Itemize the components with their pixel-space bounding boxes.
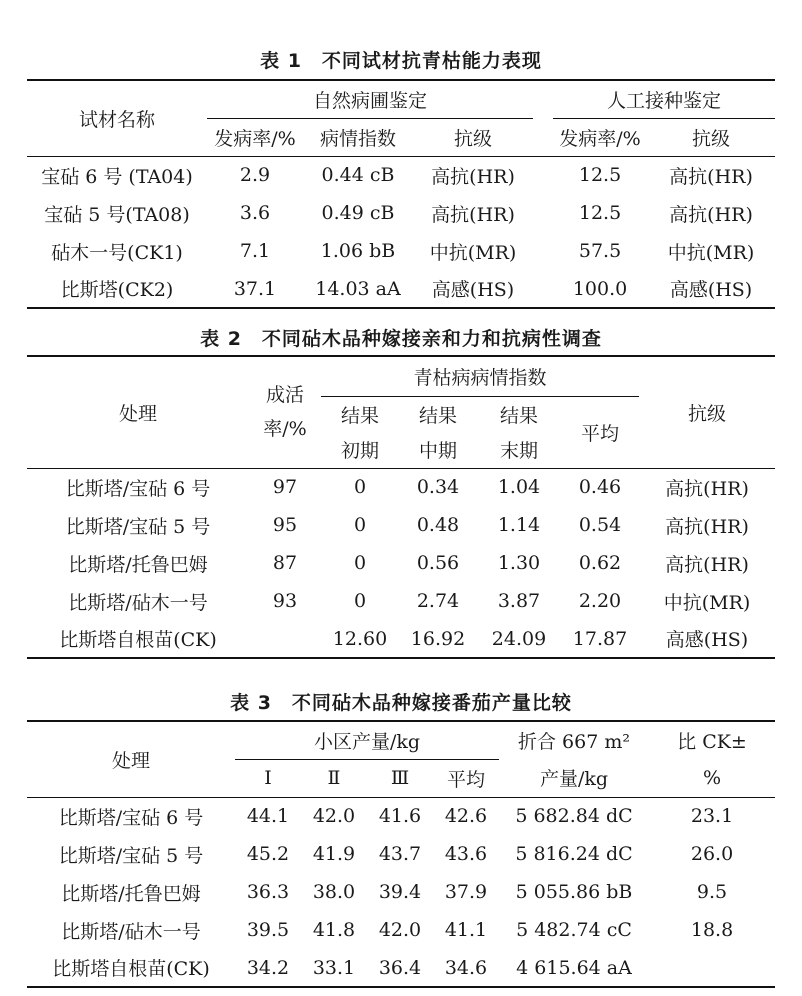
t1-cell-index: 0.44 cB (303, 156, 413, 194)
t1-header-level2: 抗级 (692, 127, 731, 150)
t3-cell-treat: 比斯塔/宝砧 6 号 (27, 797, 235, 835)
t2-header-treat: 处理 (27, 356, 249, 468)
t2-cell-survival: 93 (272, 590, 298, 612)
t3-header-ck-2: % (702, 766, 722, 789)
t1-header-artificial: 人工接种鉴定 (553, 80, 775, 118)
table-row (27, 544, 775, 582)
t2-cell-mid: 0.56 (416, 552, 460, 574)
t1-header-rate: 发病率/% (214, 127, 296, 150)
table-row (27, 873, 775, 911)
table2 (27, 355, 775, 659)
table1 (27, 79, 775, 309)
t2-cell-avg: 17.87 (561, 620, 639, 658)
t3-cell-ck: 18.8 (690, 919, 734, 941)
t1-header-natural: 自然病圃鉴定 (207, 80, 533, 118)
t2-header-level: 抗级 (639, 356, 775, 468)
t1-cell-level2: 中抗(MR) (667, 241, 755, 264)
t3-cell-avg: 42.6 (433, 797, 499, 835)
table-row (27, 835, 775, 873)
t2-cell-early: 12.60 (321, 620, 399, 658)
t1-cell-index: 14.03 aA (303, 270, 413, 308)
t2-cell-late: 3.87 (497, 590, 541, 612)
t3-cell-ck: 9.5 (696, 881, 728, 903)
t3-cell-iii: 43.7 (378, 843, 422, 865)
t2-cell-early: 0 (321, 468, 399, 506)
table-row (27, 797, 775, 835)
t3-cell-i: 34.2 (235, 949, 301, 987)
t3-cell-iii: 39.4 (378, 881, 422, 903)
t2-header-survival-line2: 率/% (263, 418, 307, 441)
t3-header-yield-1: 折合 667 m² (499, 721, 649, 759)
t2-cell-treat: 比斯塔/托鲁巴姆 (68, 553, 208, 576)
t3-cell-i: 45.2 (246, 843, 290, 865)
table2-caption: 表 2 不同砧木品种嫁接亲和力和抗病性调查 (200, 328, 602, 350)
t3-header-avg: 平均 (447, 768, 486, 791)
table1-caption: 表 1 不同试材抗青枯能力表现 (260, 50, 542, 72)
t3-cell-i: 44.1 (235, 797, 301, 835)
t2-cell-survival: 95 (272, 514, 298, 536)
t1-cell-level2: 高感(HS) (647, 270, 775, 308)
t2-header-early-1: 结果 (340, 404, 379, 427)
t2-cell-treat: 比斯塔/宝砧 6 号 (27, 468, 249, 506)
t2-cell-avg: 2.20 (578, 590, 622, 612)
t3-header-iii: Ⅲ (390, 767, 410, 789)
t2-cell-avg: 0.54 (578, 514, 622, 536)
t1-cell-rate: 37.1 (207, 270, 303, 308)
t2-header-survival (249, 356, 321, 468)
t3-cell-iii: 36.4 (367, 949, 433, 987)
t3-cell-ii: 38.0 (312, 881, 356, 903)
t3-cell-iii: 41.6 (367, 797, 433, 835)
t3-cell-ii: 41.9 (312, 843, 356, 865)
t1-cell-index: 1.06 bB (320, 240, 396, 262)
t3-cell-ck (649, 949, 775, 987)
t2-cell-late: 1.14 (497, 514, 541, 536)
t3-cell-ck: 26.0 (690, 843, 734, 865)
table-row (27, 270, 775, 308)
t1-header-index: 病情指数 (319, 127, 396, 150)
table-row (27, 156, 775, 194)
t2-cell-mid: 0.48 (416, 514, 460, 536)
t2-header-group: 青枯病病情指数 (321, 356, 639, 396)
t1-cell-level: 高抗(HR) (431, 203, 515, 226)
t2-header-mid-1: 结果 (418, 404, 457, 427)
t2-cell-mid: 0.34 (399, 468, 477, 506)
t2-cell-avg: 0.46 (561, 468, 639, 506)
t3-header-group: 小区产量/kg (235, 721, 499, 759)
t3-cell-avg: 43.6 (444, 843, 488, 865)
t2-header-avg: 平均 (581, 422, 620, 445)
table-row (27, 468, 775, 506)
t2-header-mid-2: 中期 (418, 440, 457, 463)
t1-cell-level: 高感(HS) (413, 270, 533, 308)
t3-cell-avg: 37.9 (444, 881, 488, 903)
t3-cell-ii: 33.1 (301, 949, 367, 987)
t2-cell-level: 高感(HS) (639, 620, 775, 658)
t1-cell-name: 比斯塔(CK2) (27, 270, 207, 308)
t3-cell-iii: 42.0 (378, 919, 422, 941)
t1-cell-name: 砧木一号(CK1) (51, 241, 183, 264)
t3-header-i: Ⅰ (264, 767, 272, 789)
t1-header-rate2: 发病率/% (559, 127, 641, 150)
table3 (27, 720, 775, 988)
t1-cell-rate: 2.9 (207, 156, 303, 194)
t1-cell-rate2: 57.5 (578, 240, 622, 262)
table3-caption: 表 3 不同砧木品种嫁接番茄产量比较 (230, 692, 572, 714)
t2-cell-late: 24.09 (477, 620, 561, 658)
t2-cell-mid: 16.92 (399, 620, 477, 658)
t3-header-treat: 处理 (27, 721, 235, 797)
t2-cell-early: 0 (353, 590, 367, 612)
table-row (27, 949, 775, 987)
table-row (27, 506, 775, 544)
t2-header-survival-line1: 成活 (265, 384, 304, 407)
t2-cell-survival: 97 (249, 468, 321, 506)
t1-cell-level2: 高抗(HR) (647, 156, 775, 194)
t1-cell-rate2: 12.5 (553, 156, 647, 194)
t3-cell-yield: 5 816.24 dC (515, 843, 633, 865)
table-row (27, 232, 775, 270)
t2-cell-level: 高抗(HR) (665, 553, 749, 576)
t3-header-ii: Ⅱ (327, 767, 341, 789)
table-row (27, 620, 775, 658)
t3-cell-yield: 5 055.86 bB (515, 881, 633, 903)
t1-cell-rate2: 12.5 (578, 202, 622, 224)
t1-header-name: 试材名称 (27, 80, 207, 156)
t2-cell-level: 中抗(MR) (663, 591, 751, 614)
t1-cell-rate: 3.6 (239, 202, 271, 224)
t3-cell-treat: 比斯塔/宝砧 5 号 (58, 844, 204, 867)
t3-header-ck-1: 比 CK± (649, 721, 775, 759)
t1-cell-level: 中抗(MR) (429, 241, 517, 264)
t2-cell-early: 0 (353, 514, 367, 536)
t1-header-level: 抗级 (454, 127, 493, 150)
t1-cell-level: 高抗(HR) (413, 156, 533, 194)
t1-cell-name: 宝砧 6 号 (TA04) (27, 156, 207, 194)
t2-cell-level: 高抗(HR) (665, 515, 749, 538)
t2-header-late-2: 末期 (499, 440, 538, 463)
t2-cell-mid: 2.74 (416, 590, 460, 612)
t3-cell-yield: 5 482.74 cC (516, 919, 632, 941)
t3-cell-yield: 5 682.84 dC (499, 797, 649, 835)
t3-cell-treat: 比斯塔/砧木一号 (61, 920, 201, 943)
t3-cell-i: 39.5 (246, 919, 290, 941)
t2-cell-treat: 比斯塔/砧木一号 (68, 591, 208, 614)
t1-cell-index: 0.49 cB (321, 202, 395, 224)
t2-header-early-2: 初期 (340, 440, 379, 463)
t1-cell-rate2: 100.0 (553, 270, 647, 308)
t2-cell-level: 高抗(HR) (639, 468, 775, 506)
t1-cell-level2: 高抗(HR) (669, 203, 753, 226)
table-row (27, 194, 775, 232)
t3-cell-ii: 42.0 (301, 797, 367, 835)
t2-cell-late: 1.30 (497, 552, 541, 574)
t3-cell-i: 36.3 (246, 881, 290, 903)
t3-header-yield-2: 产量/kg (539, 768, 609, 791)
t3-cell-avg: 34.6 (433, 949, 499, 987)
t3-cell-ck: 23.1 (649, 797, 775, 835)
t3-cell-ii: 41.8 (312, 919, 356, 941)
t2-cell-treat: 比斯塔自根苗(CK) (27, 620, 249, 658)
t2-header-late-1: 结果 (499, 404, 538, 427)
t2-cell-survival (249, 620, 321, 658)
table-row (27, 911, 775, 949)
t2-cell-survival: 87 (272, 552, 298, 574)
t3-cell-treat: 比斯塔/托鲁巴姆 (61, 882, 201, 905)
t3-cell-avg: 41.1 (444, 919, 488, 941)
table-row (27, 582, 775, 620)
t3-cell-yield: 4 615.64 aA (499, 949, 649, 987)
t3-cell-treat: 比斯塔自根苗(CK) (27, 949, 235, 987)
t1-cell-rate: 7.1 (239, 240, 271, 262)
t1-cell-name: 宝砧 5 号(TA08) (44, 203, 190, 226)
t2-cell-treat: 比斯塔/宝砧 5 号 (65, 515, 211, 538)
t2-cell-early: 0 (353, 552, 367, 574)
t2-cell-late: 1.04 (477, 468, 561, 506)
t2-cell-avg: 0.62 (578, 552, 622, 574)
